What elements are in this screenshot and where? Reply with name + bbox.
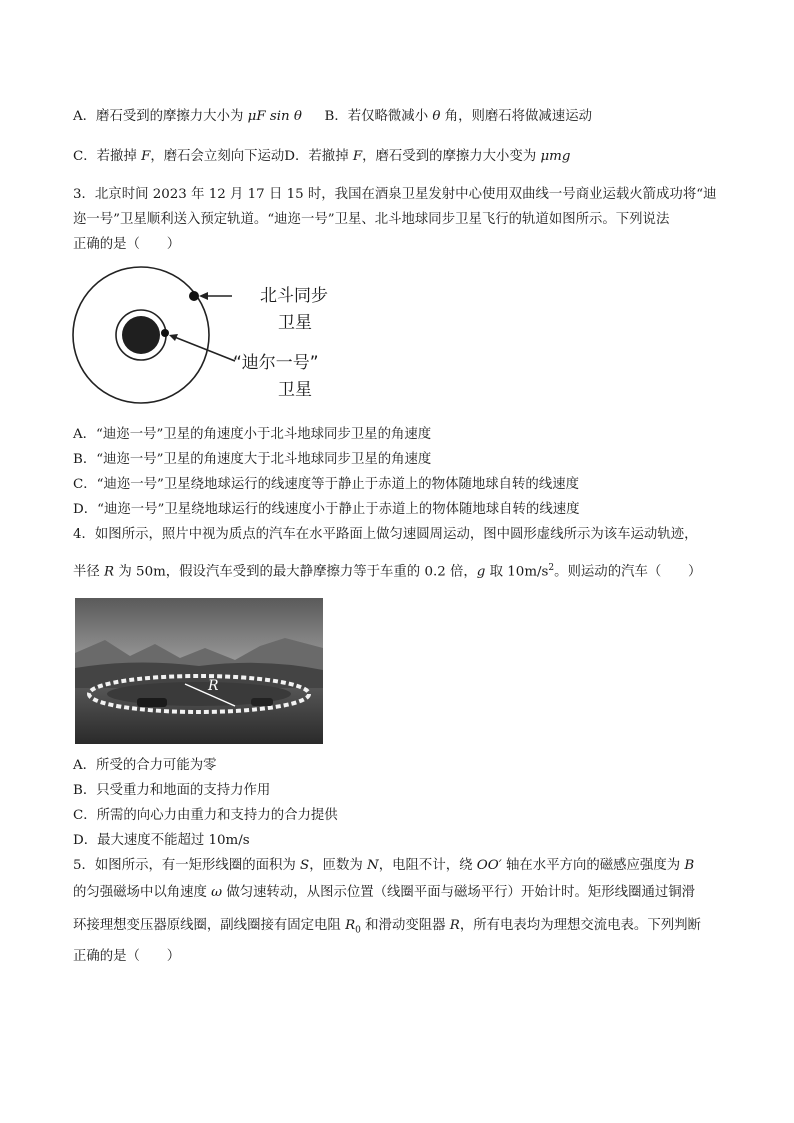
q5-text-2b: 做匀速转动，从图示位置（线圈平面与磁场平行）开始计时。矩形线圈通过铜滑 <box>222 885 696 900</box>
q2-option-d-formula: μmg <box>540 149 571 164</box>
q5-text-3c: ，所有电表均为理想交流电表。下列判断 <box>459 918 701 933</box>
q5-stem-line3 <box>73 917 701 940</box>
q2-option-c-text: C．若撤掉 <box>73 149 142 164</box>
q2-option-b-theta: θ <box>432 109 441 124</box>
q2-option-ab <box>73 108 592 126</box>
q4-option-d: D．最大速度不能超过 10m/s <box>73 833 250 848</box>
q3-stem-line1: 3．北京时间 2023 年 12 月 17 日 15 时，我国在酒泉卫星发射中心使用双曲线一号商业运载火箭成功将“迪 <box>73 187 717 202</box>
q4-sup: 2 <box>548 563 555 573</box>
q2-option-c-f: F <box>141 149 151 164</box>
q4-stem-line1: 4．如图所示，照片中视为质点的汽车在水平路面上做匀速圆周运动，图中圆形虚线所示为该车运动轨迹， <box>73 527 698 542</box>
q2-option-a-formula: μF sin θ <box>247 109 302 124</box>
q5-text-3a: 环接理想变压器原线圈，副线圈接有固定电阻 <box>73 918 346 933</box>
q4-text-a: 半径 <box>73 564 105 580</box>
q5-r0-sub: 0 <box>355 925 361 936</box>
q5-omega: ω <box>211 885 223 900</box>
q4-g: g <box>476 564 486 580</box>
q3-option-b: B．“迪迩一号”卫星的角速度大于北斗地球同步卫星的角速度 <box>73 452 432 467</box>
q2-option-d-f: F <box>352 149 363 164</box>
q5-r0: R <box>345 918 356 933</box>
q3-option-c: C．“迪迩一号”卫星绕地球运行的线速度等于静止于赤道上的物体随地球自转的线速度 <box>73 477 579 492</box>
q5-text-1b: ，匝数为 <box>309 858 368 873</box>
photo-r-label: R <box>208 678 219 694</box>
q2-option-d-text: D．若撤掉 <box>284 149 353 164</box>
beidou-label-1: 北斗同步 <box>260 286 328 306</box>
q4-option-a: A．所受的合力可能为零 <box>73 758 217 773</box>
q3-option-d: D．“迪迩一号”卫星绕地球运行的线速度小于静止于赤道上的物体随地球自转的线速度 <box>73 502 580 517</box>
earth <box>122 316 160 354</box>
orbit-figure <box>70 263 370 413</box>
dier-label-1: “迪尔一号” <box>233 353 319 373</box>
q5-text-1c: ，电阻不计，绕 <box>378 858 477 873</box>
q4-text-b: 为 50m，假设汽车受到的最大静摩擦力等于车重的 0.2 倍， <box>114 564 477 580</box>
q5-oo: OO′ <box>476 858 502 873</box>
q5-text-1d: 轴在水平方向的磁感应强度为 <box>501 858 685 873</box>
q5-stem-line1 <box>73 857 694 875</box>
q5-text-3b: 和滑动变阻器 <box>360 918 450 933</box>
dier-satellite <box>161 329 169 337</box>
q2-option-a-text: A．磨石受到的摩擦力大小为 <box>73 109 248 124</box>
q5-stem-line4: 正确的是（ ） <box>73 949 181 964</box>
q4-r: R <box>104 564 115 580</box>
q3-option-a: A．“迪迩一号”卫星的角速度小于北斗地球同步卫星的角速度 <box>73 427 432 442</box>
q2-option-b-suffix: 角，则磨石将做减速运动 <box>440 109 592 124</box>
car-track-image <box>75 598 323 744</box>
dier-label-2: 卫星 <box>278 380 312 400</box>
q4-stem-line2 <box>73 559 701 581</box>
q2-option-cd <box>73 148 570 166</box>
q3-stem-line2: 迩一号”卫星顺利送入预定轨道。“迪迩一号”卫星、北斗地球同步卫星飞行的轨道如图所示。下列说法 <box>73 212 670 227</box>
q5-b: B <box>684 858 695 873</box>
q5-s: S <box>300 858 310 873</box>
q2-option-d-suffix: ，磨石受到的摩擦力大小变为 <box>362 149 541 164</box>
q5-r: R <box>449 918 460 933</box>
q2-option-c-suffix: ，磨石会立刻向下运动 <box>150 149 285 164</box>
q2-option-b-text: B．若仅略微减小 <box>324 109 433 124</box>
beidou-label-2: 卫星 <box>278 313 312 333</box>
car-track-photo <box>75 598 323 744</box>
q4-text-d: 。则运动的汽车（ ） <box>554 564 702 580</box>
q4-option-b: B．只受重力和地面的支持力作用 <box>73 783 271 798</box>
q4-text-c: 取 10m/s <box>485 564 549 580</box>
q5-n: N <box>367 858 379 873</box>
q5-text-2a: 的匀强磁场中以角速度 <box>73 885 212 900</box>
q4-option-c: C．所需的向心力由重力和支持力的合力提供 <box>73 808 338 823</box>
q5-stem-line2 <box>73 884 695 902</box>
q3-stem-line3: 正确的是（ ） <box>73 237 181 252</box>
q5-text-1a: 5．如图所示，有一矩形线圈的面积为 <box>73 858 301 873</box>
beidou-satellite <box>189 291 199 301</box>
